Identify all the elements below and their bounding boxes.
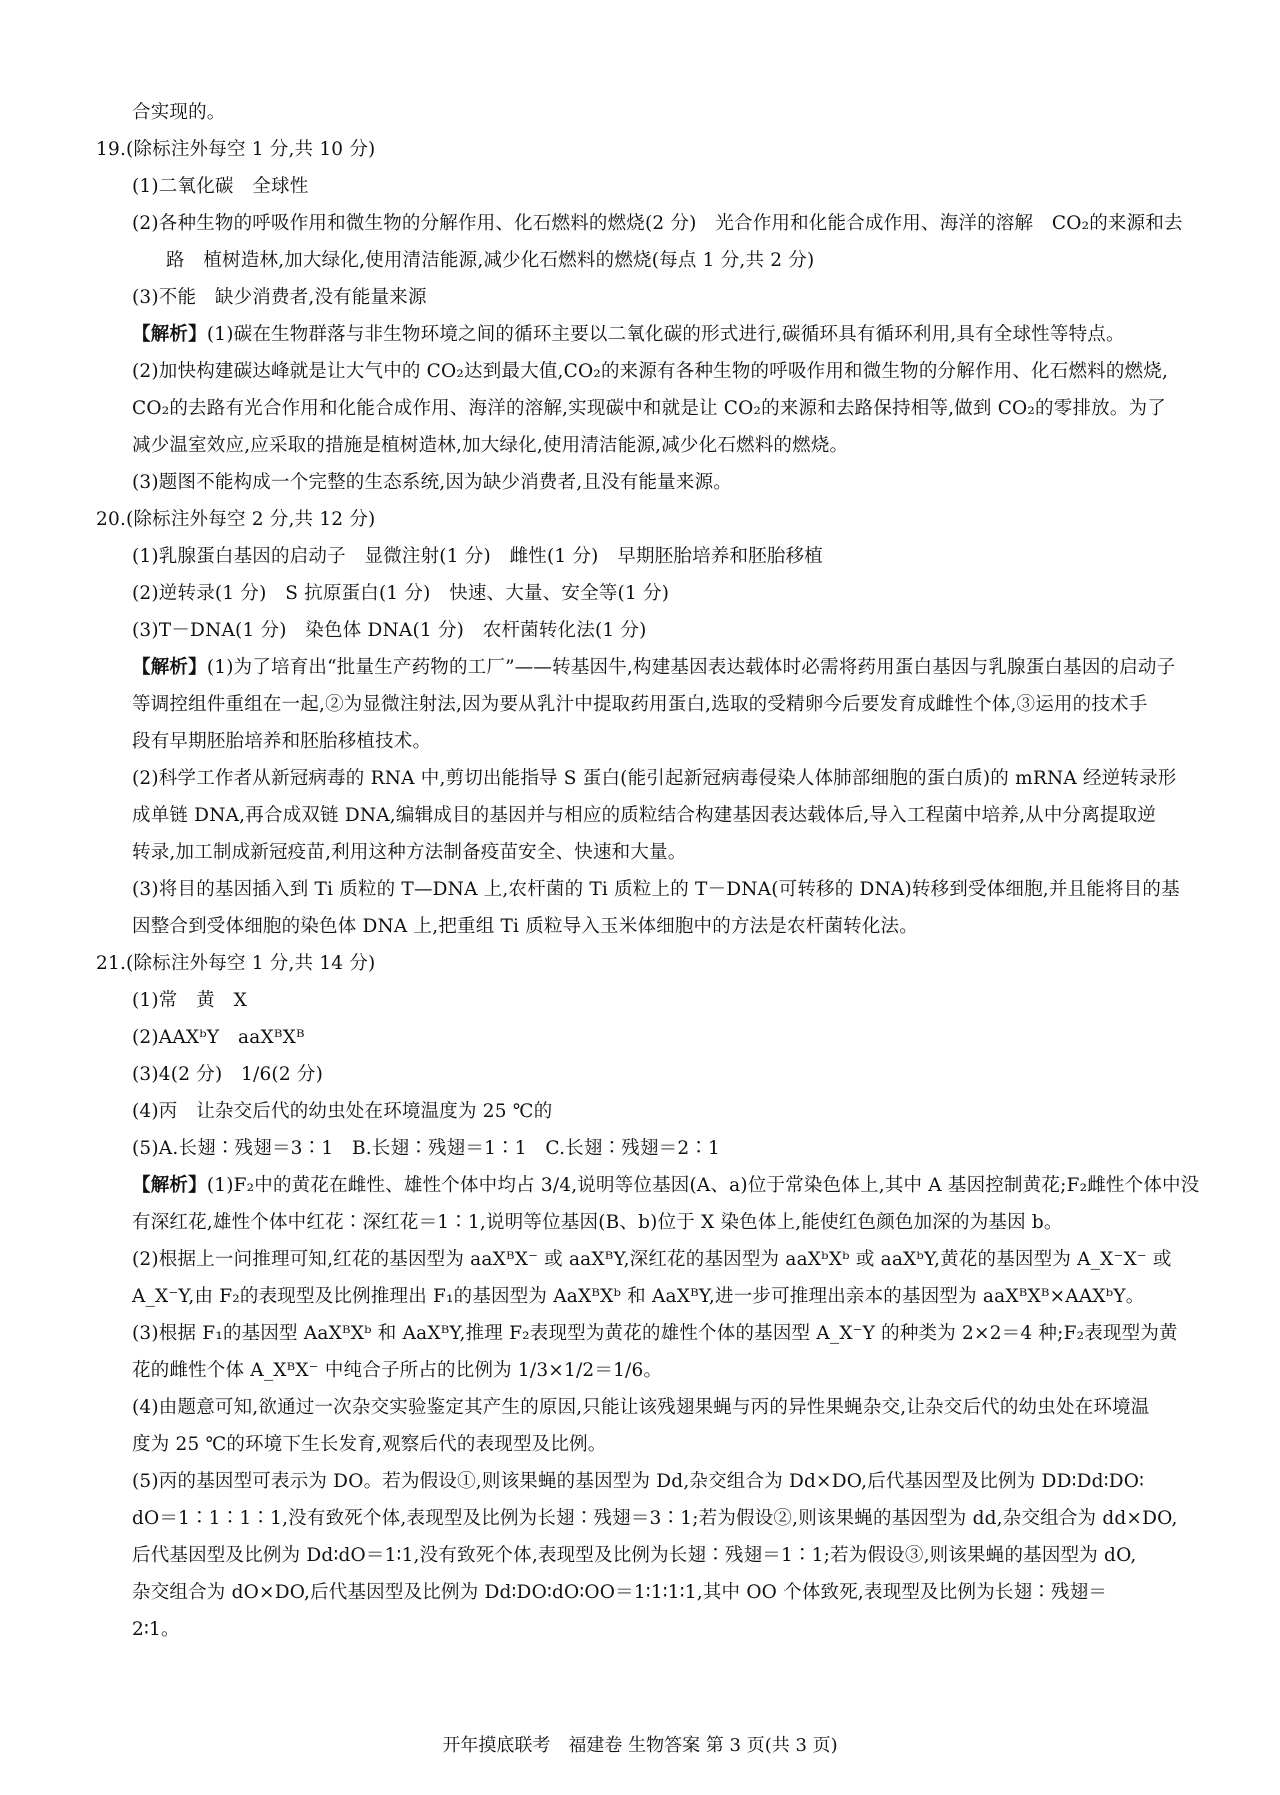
analysis-21-3-cont: 花的雌性个体 A_XᴮX⁻ 中纯合子所占的比例为 1/3×1/2＝1/6。 [132, 1360, 663, 1381]
answer-19-2: (2)各种生物的呼吸作用和微生物的分解作用、化石燃料的燃烧(2 分) 光合作用和化能合成作用、海洋的溶解 CO₂的来源和去 [132, 213, 1183, 234]
answer-21-4: (4)丙 让杂交后代的幼虫处在环境温度为 25 ℃的 [132, 1101, 553, 1122]
analysis-20-2-cont: 转录,加工制成新冠疫苗,利用这种方法制备疫苗安全、快速和大量。 [132, 842, 687, 863]
analysis-19-1: 【解析】(1)碳在生物群落与非生物环境之间的循环主要以二氧化碳的形式进行,碳循环具有循环利用,具有全球性等特点。 [132, 324, 1125, 345]
analysis-20-3: (3)将目的基因插入到 Ti 质粒的 T—DNA 上,农杆菌的 Ti 质粒上的 T－DNA(可转移的 DNA)转移到受体细胞,并且能将目的基 [132, 879, 1180, 900]
answer-19-2-cont: 路 植树造林,加大绿化,使用清洁能源,减少化石燃料的燃烧(每点 1 分,共 2 分) [166, 250, 815, 271]
analysis-21-5-cont: dO＝1∶1∶1∶1,没有致死个体,表现型及比例为长翅∶残翅＝3∶1;若为假设②,则该果蝇的基因型为 dd,杂交组合为 dd×DO, [132, 1508, 1178, 1529]
analysis-21-5: (5)丙的基因型可表示为 DO。若为假设①,则该果蝇的基因型为 Dd,杂交组合为 Dd×DO,后代基因型及比例为 DD∶Dd∶DO∶ [132, 1471, 1145, 1492]
analysis-20-1: 【解析】(1)为了培育出“批量生产药物的工厂”——转基因牛,构建基因表达载体时必需将药用蛋白基因与乳腺蛋白基因的启动子 [132, 657, 1176, 678]
answer-20-1: (1)乳腺蛋白基因的启动子 显微注射(1 分) 雌性(1 分) 早期胚胎培养和胚胎移植 [132, 546, 823, 567]
analysis-21-4: (4)由题意可知,欲通过一次杂交实验鉴定其产生的原因,只能让该残翅果蝇与丙的异性果蝇杂交,让杂交后代的幼虫处在环境温 [132, 1397, 1150, 1418]
analysis-20-2-cont: 成单链 DNA,再合成双链 DNA,编辑成目的基因并与相应的质粒结合构建基因表达载体后,导入工程菌中培养,从中分离提取逆 [132, 805, 1157, 826]
analysis-20-3-cont: 因整合到受体细胞的染色体 DNA 上,把重组 Ti 质粒导入玉米体细胞中的方法是农杆菌转化法。 [132, 916, 918, 937]
answer-20-2: (2)逆转录(1 分) S 抗原蛋白(1 分) 快速、大量、安全等(1 分) [132, 583, 670, 604]
analysis-tag: 【解析】 [132, 657, 207, 678]
analysis-19-2-cont: 减少温室效应,应采取的措施是植树造林,加大绿化,使用清洁能源,减少化石燃料的燃烧。 [132, 435, 849, 456]
analysis-21-3: (3)根据 F₁的基因型 AaXᴮXᵇ 和 AaXᴮY,推理 F₂表现型为黄花的雄性个体的基因型 A_X⁻Y 的种类为 2×2＝4 种;F₂表现型为黄 [132, 1323, 1178, 1344]
analysis-20-1-cont: 段有早期胚胎培养和胚胎移植技术。 [132, 731, 432, 752]
page-footer: 开年摸底联考 福建卷 生物答案 第 3 页(共 3 页) [442, 1735, 838, 1756]
question-header-19: 19.(除标注外每空 1 分,共 10 分) [96, 139, 376, 160]
analysis-tag: 【解析】 [132, 324, 207, 345]
analysis-20-2: (2)科学工作者从新冠病毒的 RNA 中,剪切出能指导 S 蛋白(能引起新冠病毒侵染人体肺部细胞的蛋白质)的 mRNA 经逆转录形 [132, 768, 1177, 789]
analysis-21-2: (2)根据上一问推理可知,红花的基因型为 aaXᴮX⁻ 或 aaXᴮY,深红花的基因型为 aaXᵇXᵇ 或 aaXᵇY,黄花的基因型为 A_X⁻X⁻ 或 [132, 1249, 1172, 1270]
analysis-21-5-cont: 杂交组合为 dO×DO,后代基因型及比例为 Dd∶DO∶dO∶OO＝1∶1∶1∶1,其中 OO 个体致死,表现型及比例为长翅∶残翅＝ [132, 1582, 1108, 1603]
text-line: 合实现的。 [132, 102, 226, 123]
analysis-21-4-cont: 度为 25 ℃的环境下生长发育,观察后代的表现型及比例。 [132, 1434, 607, 1455]
analysis-21-1-cont: 有深红花,雄性个体中红花∶深红花＝1∶1,说明等位基因(B、b)位于 X 染色体上,能使红色颜色加深的为基因 b。 [132, 1212, 1063, 1233]
analysis-21-5-cont: 2∶1。 [132, 1619, 180, 1640]
answer-21-1: (1)常 黄 X [132, 990, 247, 1011]
answer-21-3: (3)4(2 分) 1/6(2 分) [132, 1064, 324, 1085]
question-header-21: 21.(除标注外每空 1 分,共 14 分) [96, 953, 376, 974]
analysis-20-1-cont: 等调控组件重组在一起,②为显微注射法,因为要从乳汁中提取药用蛋白,选取的受精卵今后要发育成雌性个体,③运用的技术手 [132, 694, 1148, 715]
analysis-21-5-cont: 后代基因型及比例为 Dd∶dO＝1∶1,没有致死个体,表现型及比例为长翅∶残翅＝1∶1;若为假设③,则该果蝇的基因型为 dO, [132, 1545, 1137, 1566]
answer-21-2: (2)AAXᵇY aaXᴮXᴮ [132, 1027, 305, 1048]
analysis-tag: 【解析】 [132, 1175, 207, 1196]
answer-20-3: (3)T－DNA(1 分) 染色体 DNA(1 分) 农杆菌转化法(1 分) [132, 620, 647, 641]
analysis-19-2-cont: CO₂的去路有光合作用和化能合成作用、海洋的溶解,实现碳中和就是让 CO₂的来源和去路保持相等,做到 CO₂的零排放。为了 [132, 398, 1166, 419]
answer-19-3: (3)不能 缺少消费者,没有能量来源 [132, 287, 427, 308]
answer-21-5: (5)A.长翅∶残翅＝3∶1 B.长翅∶残翅＝1∶1 C.长翅∶残翅＝2∶1 [132, 1138, 721, 1159]
analysis-19-3: (3)题图不能构成一个完整的生态系统,因为缺少消费者,且没有能量来源。 [132, 472, 732, 493]
question-header-20: 20.(除标注外每空 2 分,共 12 分) [96, 509, 376, 530]
analysis-21-2-cont: A_X⁻Y,由 F₂的表现型及比例推理出 F₁的基因型为 AaXᴮXᵇ 和 AaXᴮY,进一步可推理出亲本的基因型为 aaXᴮXᴮ×AAXᵇY。 [132, 1286, 1145, 1307]
analysis-21-1: 【解析】(1)F₂中的黄花在雌性、雄性个体中均占 3/4,说明等位基因(A、a)位于常染色体上,其中 A 基因控制黄花;F₂雌性个体中没 [132, 1175, 1200, 1196]
answer-19-1: (1)二氧化碳 全球性 [132, 176, 309, 197]
analysis-19-2: (2)加快构建碳达峰就是让大气中的 CO₂达到最大值,CO₂的来源有各种生物的呼吸作用和微生物的分解作用、化石燃料的燃烧, [132, 361, 1169, 382]
